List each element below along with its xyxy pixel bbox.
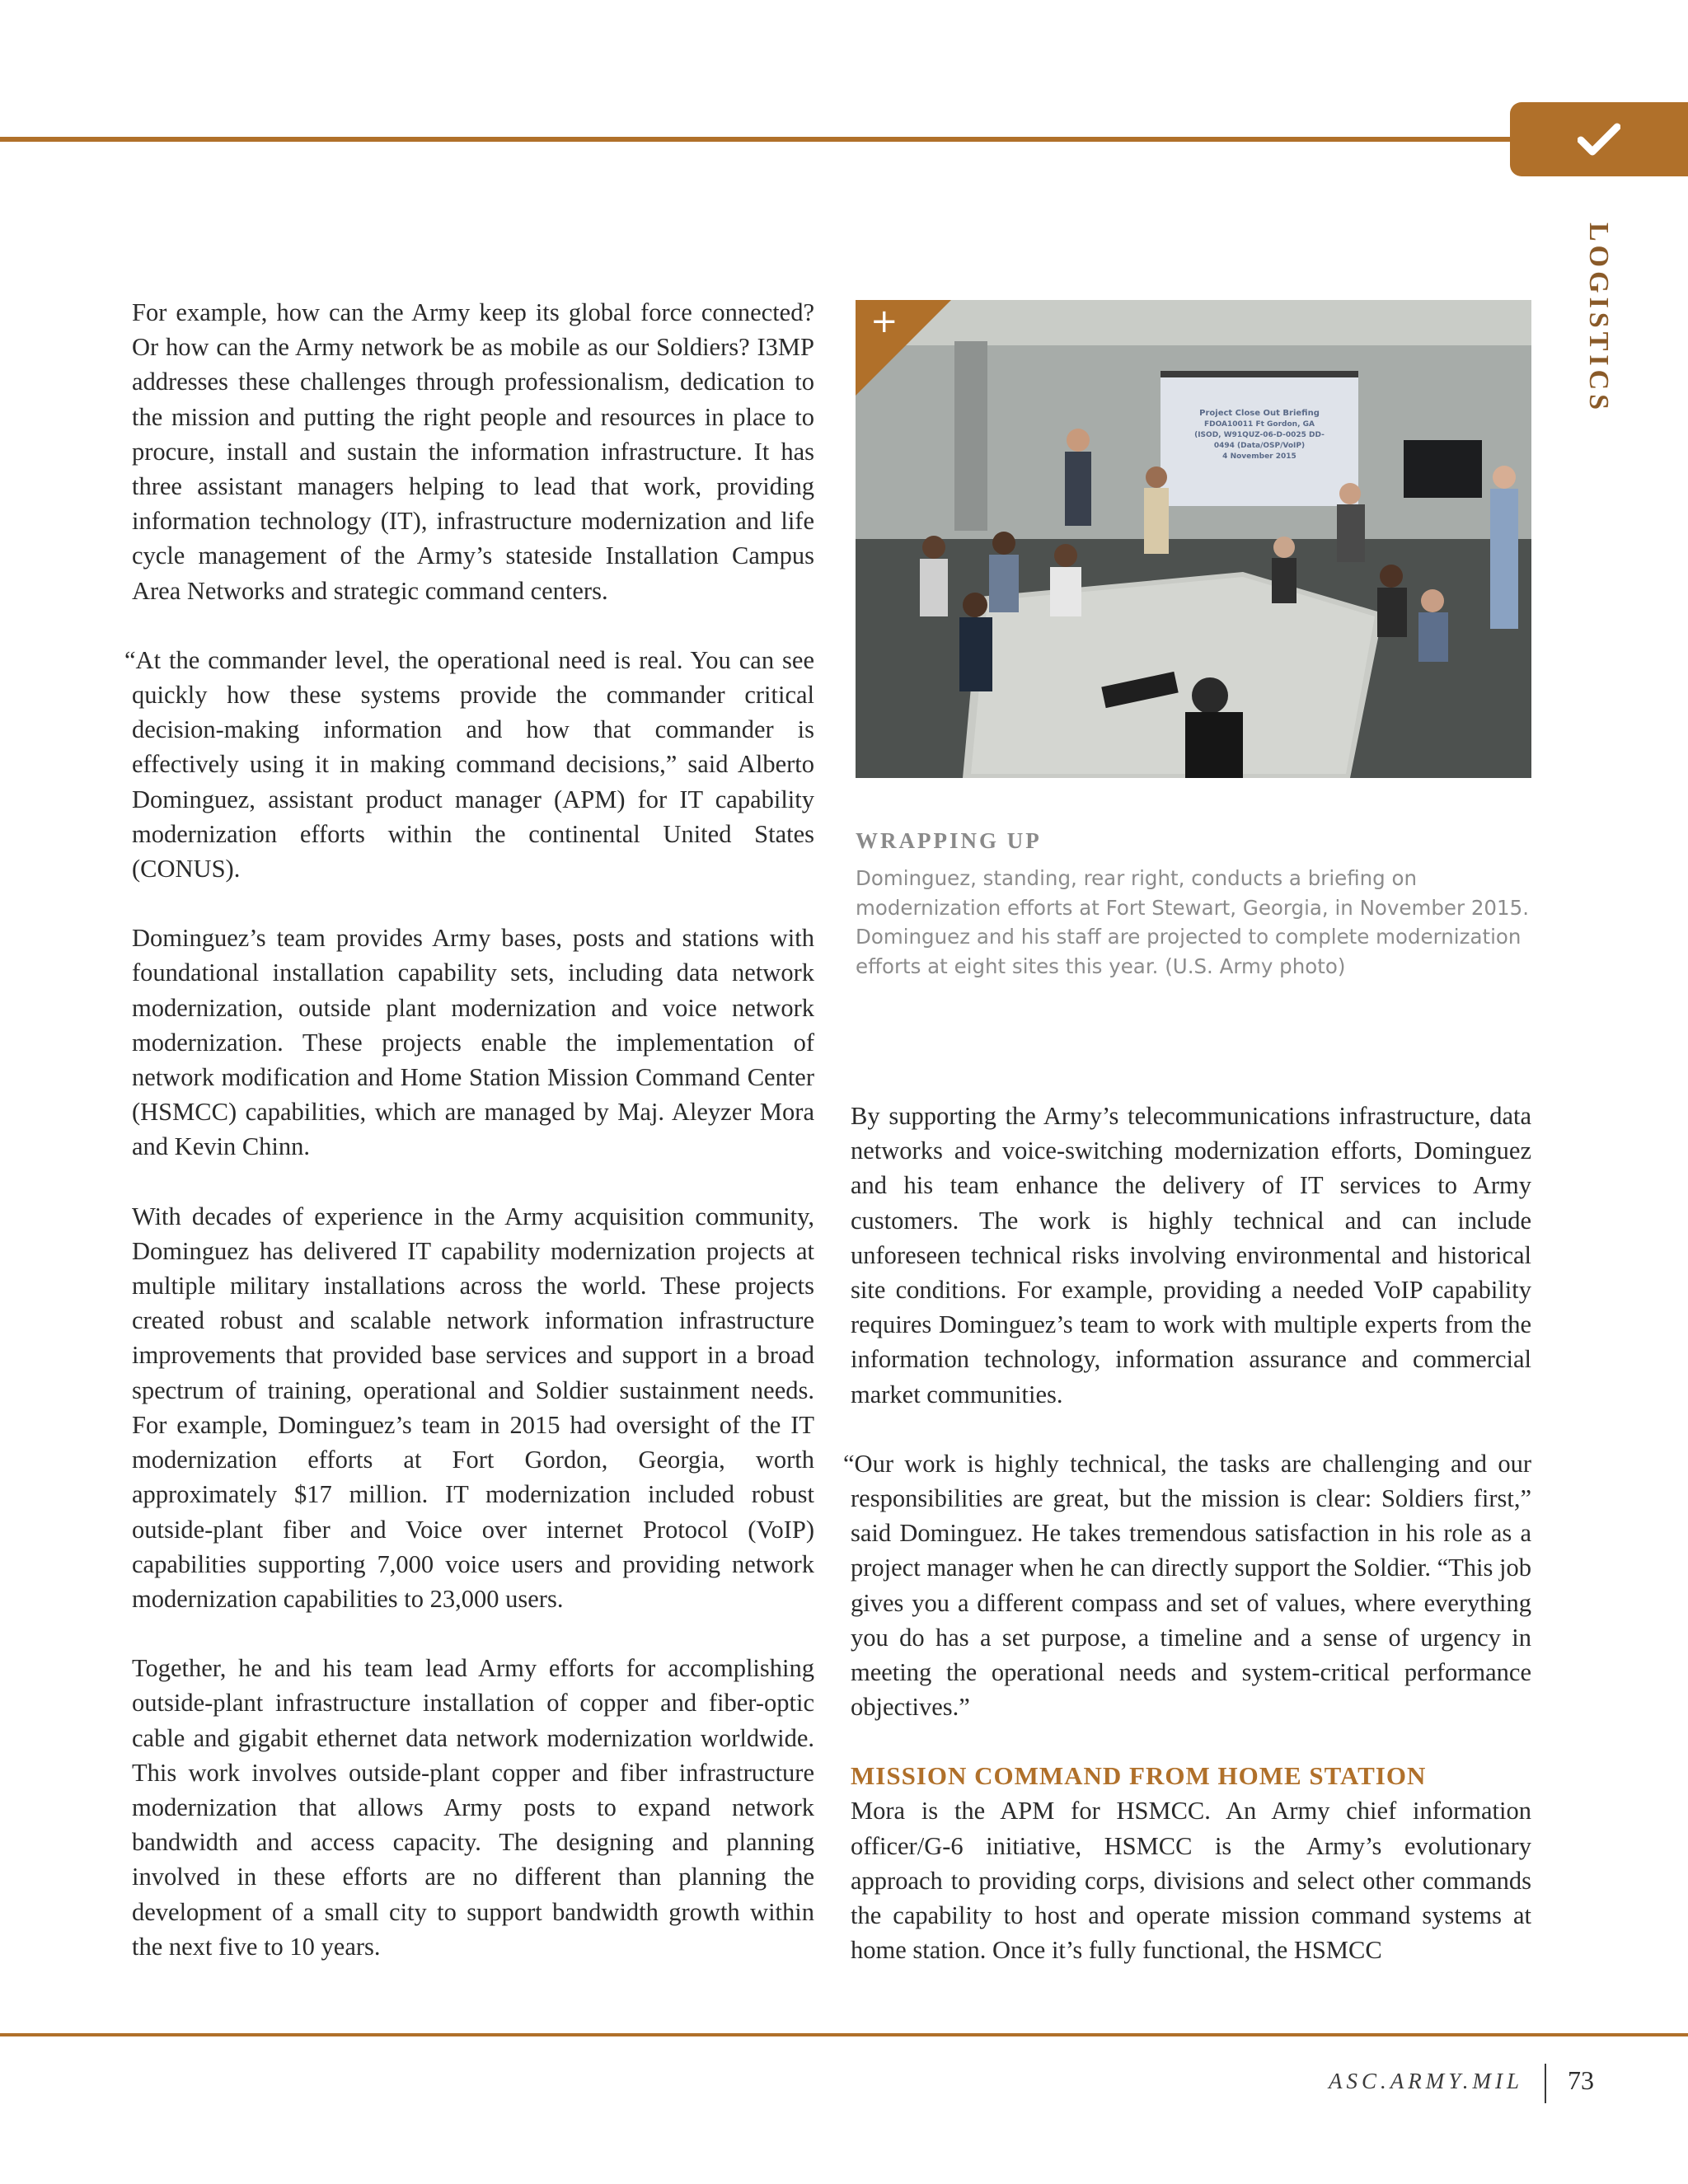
photo-illustration [856,300,1531,778]
bottom-rule [0,2033,1688,2036]
right-column [843,1099,1531,1967]
paragraph: Mora is the APM for HSMCC. An Army chief information officer/G-6 initiative, HSMCC is the Army’s evolutionary approach to providing corps, divisions and select other commands the capability to host and operate mission command systems at home station. Once it’s fully functional, the HSMCC [851,1797,1531,1965]
slide-line: 4 November 2015 [1222,452,1296,461]
paragraph: For example, how can the Army keep its global force connected? Or how can the Army network be as mobile as our Soldiers? I3MP addresses these challenges through professionalism, dedication to the mission and putting the right people and resources in place to procure, install and sustain the information infrastructure. It has three assistant managers helping to lead that work, providing information technology (IT), infrastructure modernization and life cycle management of the Army’s stateside Installation Campus Area Networks and strategic command centers. [132,298,814,605]
caption-text: Dominguez, standing, rear right, conducts a briefing on modernization efforts at Fort Stewart, Georgia, in November 2015. Dominguez and his staff are projected to complete modernization efforts at eight sites this year. (U.S. Army photo) [856,866,1529,978]
paragraph: Together, he and his team lead Army efforts for accomplishing outside-plant infrastructure installation of copper and fiber-optic cable and gigabit ethernet data network modernization worldwide. This work involves outside-plant copper and fiber infrastructure modernization that allows Army posts to expand network bandwidth and access capacity. The designing and planning involved in these efforts are no different than planning the development of a small city to support bandwidth growth within the next five to 10 years. [132,1654,814,1961]
check-icon [1578,122,1620,157]
footer-site[interactable]: ASC.ARMY.MIL [1328,2069,1523,2093]
paragraph: “Our work is highly technical, the tasks are challenging and our responsibilities are great, but the mission is clear: Soldiers first,” said Dominguez. He takes tremendous satisfaction in his role as a project manager when he can directly support the Soldier. “This job gives you a different compass and set of values, where everything you do has a set purpose, a timeline and a sense of urgency in meeting the operational needs and system-critical performance objectives.” [843,1449,1531,1722]
slide-line: (ISOD, W91QUZ-06-D-0025 DD- [1194,431,1325,439]
left-column [124,295,814,1964]
top-rule [0,137,1533,142]
section-label: LOGISTICS [1583,223,1614,415]
paragraph: Dominguez’s team provides Army bases, posts and stations with foundational installation capability sets, including data network modernization, outside plant modernization and voice network modernization. These projects enable the implementation of network modification and Home Station Mission Command Center (HSMCC) capabilities, which are managed by Maj. Aleyzer Mora and Kevin Chinn. [132,924,814,1161]
section-subhead: MISSION COMMAND FROM HOME STATION [851,1761,1427,1791]
paragraph: By supporting the Army’s telecommunications infrastructure, data networks and voice-switching modernization efforts, Dominguez and his team enhance the delivery of IT services to Army customers. The work is highly technical and can include unforeseen technical risks involving environmental and historical site conditions. For example, providing a needed VoIP capability requires Dominguez’s team to work with multiple experts from the information technology, information assurance and commercial market communities. [851,1102,1531,1408]
page-number: 73 [1568,2065,1594,2095]
slide-line: FDOA10011 Ft Gordon, GA [1204,420,1315,429]
caption-title: WRAPPING UP [856,828,1042,853]
paragraph: With decades of experience in the Army acquisition community, Dominguez has delivered IT capability modernization projects at multiple military installations across the world. These projects created robust and scalable network information infrastructure improvements that provided base services and support in a broad spectrum of training, operational and Soldier sustainment needs. For example, Dominguez’s team in 2015 had oversight of the IT modernization efforts at Fort Gordon, Georgia, worth approximately $17 million. IT modernization included robust outside-plant fiber and Voice over internet Protocol (VoIP) capabilities supporting 7,000 voice users and providing network modernization capabilities to 23,000 users. [132,1202,814,1613]
paragraph: “At the commander level, the operational need is real. You can see quickly how these systems provide the commander critical decision-making information and how that commander is effectively using it in making command decisions,” said Alberto Dominguez, assistant product manager (APM) for IT capability modernization efforts within the continental United States (CONUS). [124,645,814,883]
plus-icon[interactable]: + [870,302,898,340]
slide-line: 0494 (Data/OSP/VoIP) [1213,442,1306,450]
section-tab [1510,102,1688,176]
slide-line: Project Close Out Briefing [1199,409,1320,418]
footer-separator [1545,2064,1546,2103]
meeting-photo [856,300,1531,778]
